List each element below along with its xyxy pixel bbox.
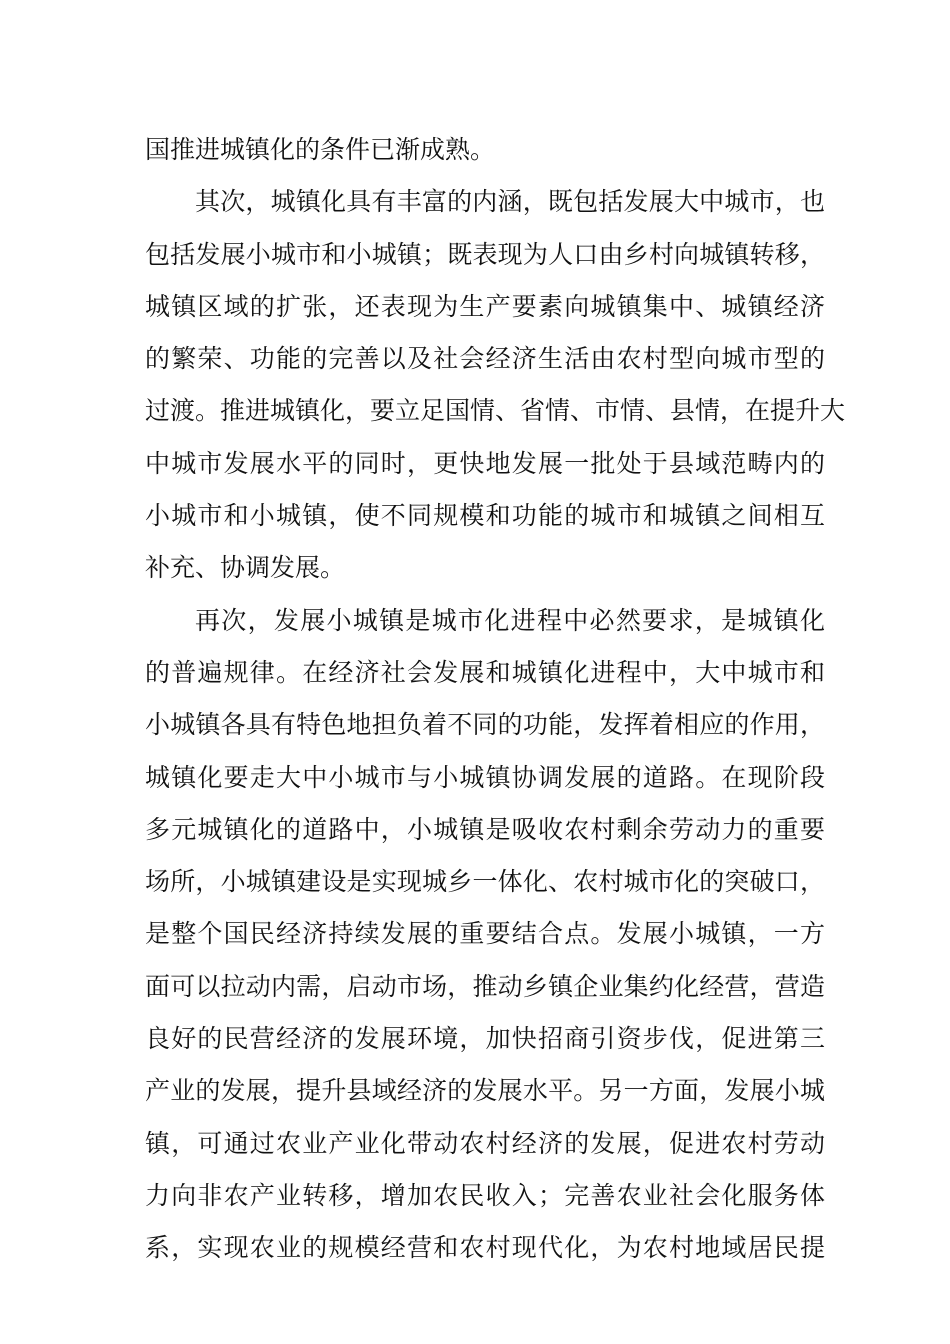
text-line: 包括发展小城市和小城镇；既表现为人口由乡村向城镇转移， bbox=[145, 239, 825, 269]
body-text bbox=[145, 124, 846, 1275]
text-line: 小城镇各具有特色地担负着不同的功能，发挥着相应的作用， bbox=[145, 710, 825, 740]
text-line: 小城市和小城镇，使不同规模和功能的城市和城镇之间相互 bbox=[145, 501, 825, 531]
text-line: 城镇化要走大中小城市与小城镇协调发展的道路。在现阶段 bbox=[145, 762, 825, 792]
text-line: 力向非农产业转移，增加农民收入；完善农业社会化服务体 bbox=[145, 1180, 825, 1210]
text-line: 场所，小城镇建设是实现城乡一体化、农村城市化的突破口， bbox=[145, 867, 825, 897]
text-line: 补充、协调发展。 bbox=[145, 553, 346, 583]
text-line: 的繁荣、功能的完善以及社会经济生活由农村型向城市型的 bbox=[145, 344, 825, 374]
paragraph-first-line: 其次，城镇化具有丰富的内涵，既包括发展大中城市，也 bbox=[195, 187, 825, 217]
text-line: 城镇区域的扩张，还表现为生产要素向城镇集中、城镇经济 bbox=[145, 291, 825, 321]
text-line: 国推进城镇化的条件已渐成熟。 bbox=[145, 135, 496, 164]
text-line: 面可以拉动内需，启动市场，推动乡镇企业集约化经营，营造 bbox=[145, 971, 825, 1001]
text-line: 过渡。推进城镇化，要立足国情、省情、市情、县情，在提升大 bbox=[145, 396, 846, 426]
text-line: 的普遍规律。在经济社会发展和城镇化进程中，大中城市和 bbox=[145, 657, 825, 687]
text-line: 良好的民营经济的发展环境，加快招商引资步伐，促进第三 bbox=[145, 1024, 825, 1054]
text-line: 多元城镇化的道路中，小城镇是吸收农村剩余劳动力的重要 bbox=[145, 814, 825, 844]
text-line: 镇，可通过农业产业化带动农村经济的发展，促进农村劳动 bbox=[145, 1128, 825, 1158]
text-line: 系，实现农业的规模经营和农村现代化，为农村地域居民提 bbox=[145, 1233, 825, 1263]
text-line: 中城市发展水平的同时，更快地发展一批处于县域范畴内的 bbox=[145, 448, 825, 478]
text-line: 产业的发展，提升县域经济的发展水平。另一方面，发展小城 bbox=[145, 1076, 825, 1106]
paragraph-first-line: 再次，发展小城镇是城市化进程中必然要求，是城镇化 bbox=[195, 605, 825, 635]
text-line: 是整个国民经济持续发展的重要结合点。发展小城镇，一方 bbox=[145, 919, 825, 949]
